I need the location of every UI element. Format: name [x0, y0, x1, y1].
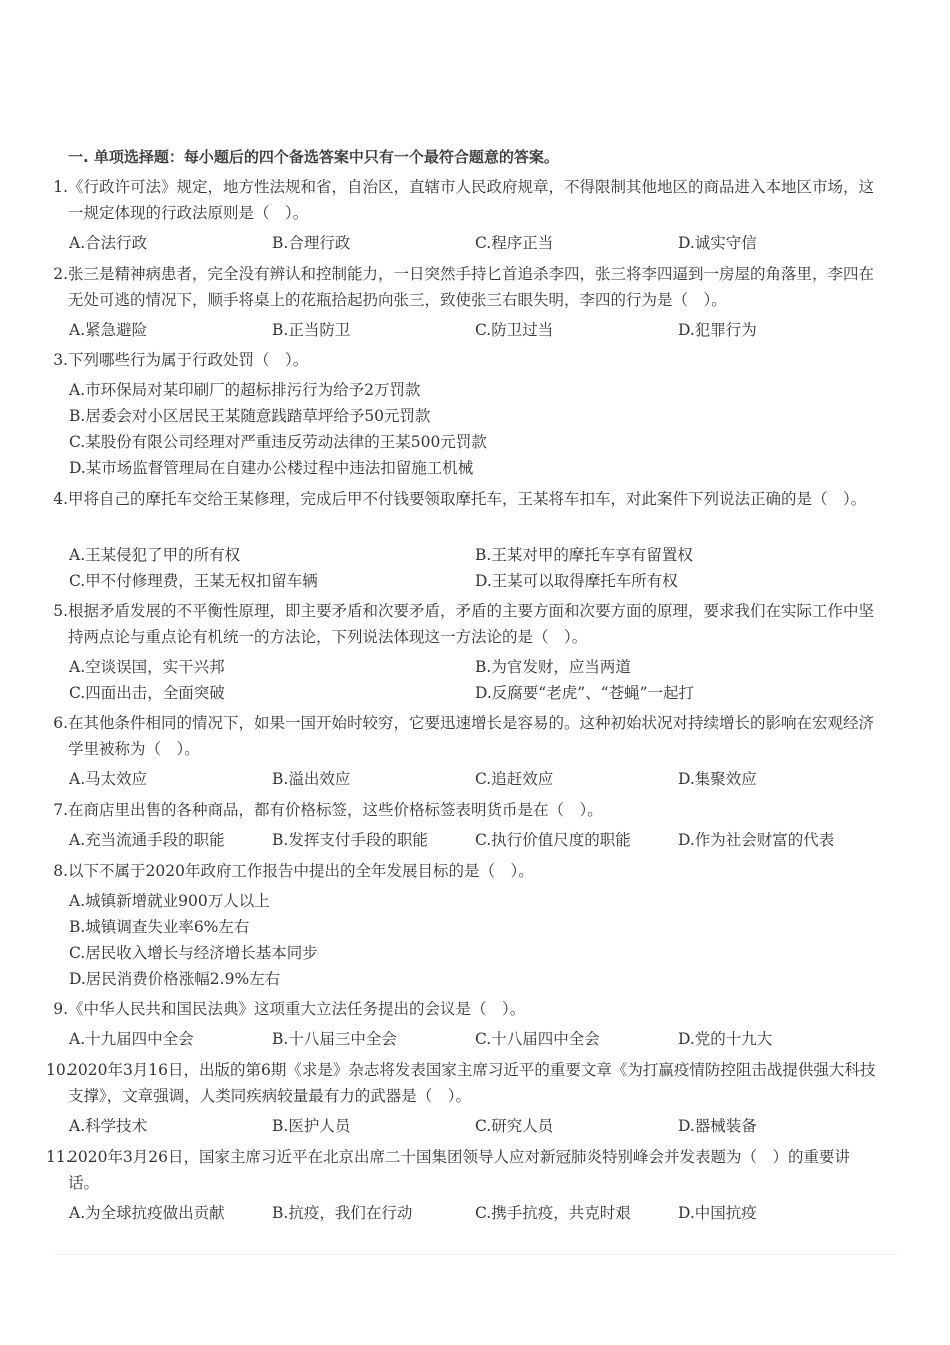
option-c[interactable]: C.甲不付修理费，王某无权扣留车辆: [69, 572, 318, 590]
option-a[interactable]: A.科学技术: [69, 1117, 148, 1135]
question-stem: 《中华人民共和国民法典》这项重大立法任务提出的会议是（ ）。: [68, 1000, 526, 1018]
option-d[interactable]: D.党的十九大: [678, 1030, 773, 1048]
options-5: [69, 654, 889, 706]
question-11: [46, 1144, 880, 1196]
question-number: 10.: [46, 1061, 71, 1079]
option-b[interactable]: B.发挥支付手段的职能: [272, 831, 428, 849]
option-b[interactable]: B.正当防卫: [272, 321, 351, 339]
option-b[interactable]: B.医护人员: [272, 1117, 351, 1135]
question-5: [50, 598, 880, 650]
question-stem: 在其他条件相同的情况下，如果一国开始时较穷，它要迅速增长是容易的。这种初始状况对持续增长的影响在宏观经济学里被称为（ ）。: [68, 714, 875, 758]
option-d[interactable]: D.中国抗疫: [678, 1204, 757, 1222]
question-stem: 在商店里出售的各种商品，都有价格标签，这些价格标签表明货币是在（ ）。: [68, 801, 603, 819]
question-stem: 根据矛盾发展的不平衡性原理，即主要矛盾和次要矛盾，矛盾的主要方面和次要方面的原理，要求我们在实际工作中坚持两点论与重点论有机统一的方法论，下列说法体现这一方法论的是（ ）。: [68, 602, 875, 646]
option-c[interactable]: C.某股份有限公司经理对严重违反劳动法律的王某500元罚款: [69, 433, 487, 451]
option-b[interactable]: B.合理行政: [272, 234, 351, 252]
question-stem: 2020年3月16日，出版的第6期《求是》杂志将发表国家主席习近平的重要文章《为打赢疫情防控阻击战提供强大科技支撑》，文章强调，人类同疾病较量最有力的武器是（ ）。: [68, 1061, 876, 1105]
option-d[interactable]: D.器械装备: [678, 1117, 757, 1135]
option-c[interactable]: C.研究人员: [475, 1117, 554, 1135]
option-a[interactable]: A.为全球抗疫做出贡献: [69, 1204, 225, 1222]
question-stem: 2020年3月26日，国家主席习近平在北京出席二十国集团领导人应对新冠肺炎特别峰会并发表题为（ ）的重要讲话。: [68, 1148, 851, 1192]
option-b[interactable]: B.城镇调查失业率6%左右: [69, 918, 250, 936]
question-number: 6.: [53, 714, 68, 732]
option-c[interactable]: C.程序正当: [475, 234, 554, 252]
option-b[interactable]: B.抗疫，我们在行动: [272, 1204, 413, 1222]
question-number: 7.: [53, 801, 68, 819]
option-a[interactable]: A.十九届四中全会: [69, 1030, 194, 1048]
option-b[interactable]: B.居委会对小区居民王某随意践踏草坪给予50元罚款: [69, 407, 431, 425]
option-c[interactable]: C.携手抗疫，共克时艰: [475, 1204, 631, 1222]
question-10: [46, 1057, 880, 1109]
option-a[interactable]: A.紧急避险: [69, 321, 148, 339]
option-d[interactable]: D.集聚效应: [678, 770, 757, 788]
option-a[interactable]: A.市环保局对某印刷厂的超标排污行为给予2万罚款: [69, 381, 421, 399]
option-b[interactable]: B.王某对甲的摩托车享有留置权: [475, 546, 693, 564]
option-c[interactable]: C.执行价值尺度的职能: [475, 831, 631, 849]
question-4: [50, 486, 880, 512]
options-4: [69, 542, 889, 594]
option-a[interactable]: A.王某侵犯了甲的所有权: [69, 546, 241, 564]
question-number: 11.: [46, 1148, 71, 1166]
question-number: 3.: [53, 351, 68, 369]
options-8: [69, 888, 889, 992]
question-number: 2.: [53, 265, 68, 283]
option-b[interactable]: B.溢出效应: [272, 770, 351, 788]
option-c[interactable]: C.十八届四中全会: [475, 1030, 600, 1048]
question-7: [50, 797, 880, 823]
question-9: [50, 996, 880, 1022]
question-stem: 《行政许可法》规定，地方性法规和省，自治区，直辖市人民政府规章，不得限制其他地区的商品进入本地区市场，这一规定体现的行政法原则是（ ）。: [68, 178, 875, 222]
option-d[interactable]: D.诚实守信: [678, 234, 757, 252]
question-number: 8.: [53, 862, 68, 880]
option-d[interactable]: D.作为社会财富的代表: [678, 831, 835, 849]
question-3: [50, 347, 880, 373]
option-a[interactable]: A.充当流通手段的职能: [69, 831, 225, 849]
section-title: 一. 单项选择题：每小题后的四个备选答案中只有一个最符合题意的答案。: [68, 148, 559, 166]
option-c[interactable]: C.四面出击，全面突破: [69, 684, 225, 702]
option-b[interactable]: B.十八届三中全会: [272, 1030, 397, 1048]
option-d[interactable]: D.王某可以取得摩托车所有权: [475, 572, 678, 590]
question-stem: 下列哪些行为属于行政处罚（ ）。: [68, 351, 309, 369]
question-2: [50, 261, 880, 313]
question-6: [50, 710, 880, 762]
question-1: [50, 174, 880, 226]
question-number: 9.: [53, 1000, 68, 1018]
question-number: 1.: [53, 178, 68, 196]
option-a[interactable]: A.空谈误国，实干兴邦: [69, 658, 225, 676]
question-number: 4.: [53, 490, 68, 508]
option-c[interactable]: C.居民收入增长与经济增长基本同步: [69, 944, 318, 962]
option-c[interactable]: C.防卫过当: [475, 321, 554, 339]
option-a[interactable]: A.马太效应: [69, 770, 148, 788]
question-stem: 以下不属于2020年政府工作报告中提出的全年发展目标的是（ ）。: [68, 862, 534, 880]
question-8: [50, 858, 880, 884]
option-d[interactable]: D.某市场监督管理局在自建办公楼过程中违法扣留施工机械: [69, 459, 474, 477]
option-d[interactable]: D.犯罪行为: [678, 321, 757, 339]
question-number: 5.: [53, 602, 68, 620]
option-d[interactable]: D.居民消费价格涨幅2.9%左右: [69, 970, 281, 988]
option-b[interactable]: B.为官发财，应当两道: [475, 658, 631, 676]
option-a[interactable]: A.合法行政: [69, 234, 148, 252]
option-d[interactable]: D.反腐要“老虎”、“苍蝇”一起打: [475, 684, 694, 702]
question-stem: 甲将自己的摩托车交给王某修理，完成后甲不付钱要领取摩托车，王某将车扣车，对此案件下列说法正确的是（ ）。: [68, 490, 867, 508]
page-divider: [55, 1254, 897, 1255]
option-a[interactable]: A.城镇新增就业900万人以上: [69, 892, 270, 910]
option-c[interactable]: C.追赶效应: [475, 770, 554, 788]
question-stem: 张三是精神病患者，完全没有辨认和控制能力，一日突然手持匕首追杀李四，张三将李四逼到一房屋的角落里，李四在无处可逃的情况下，顺手将桌上的花瓶拾起扔向张三，致使张三右眼失明，李四的行为是（ ）。: [68, 265, 875, 309]
options-3: [69, 377, 889, 481]
